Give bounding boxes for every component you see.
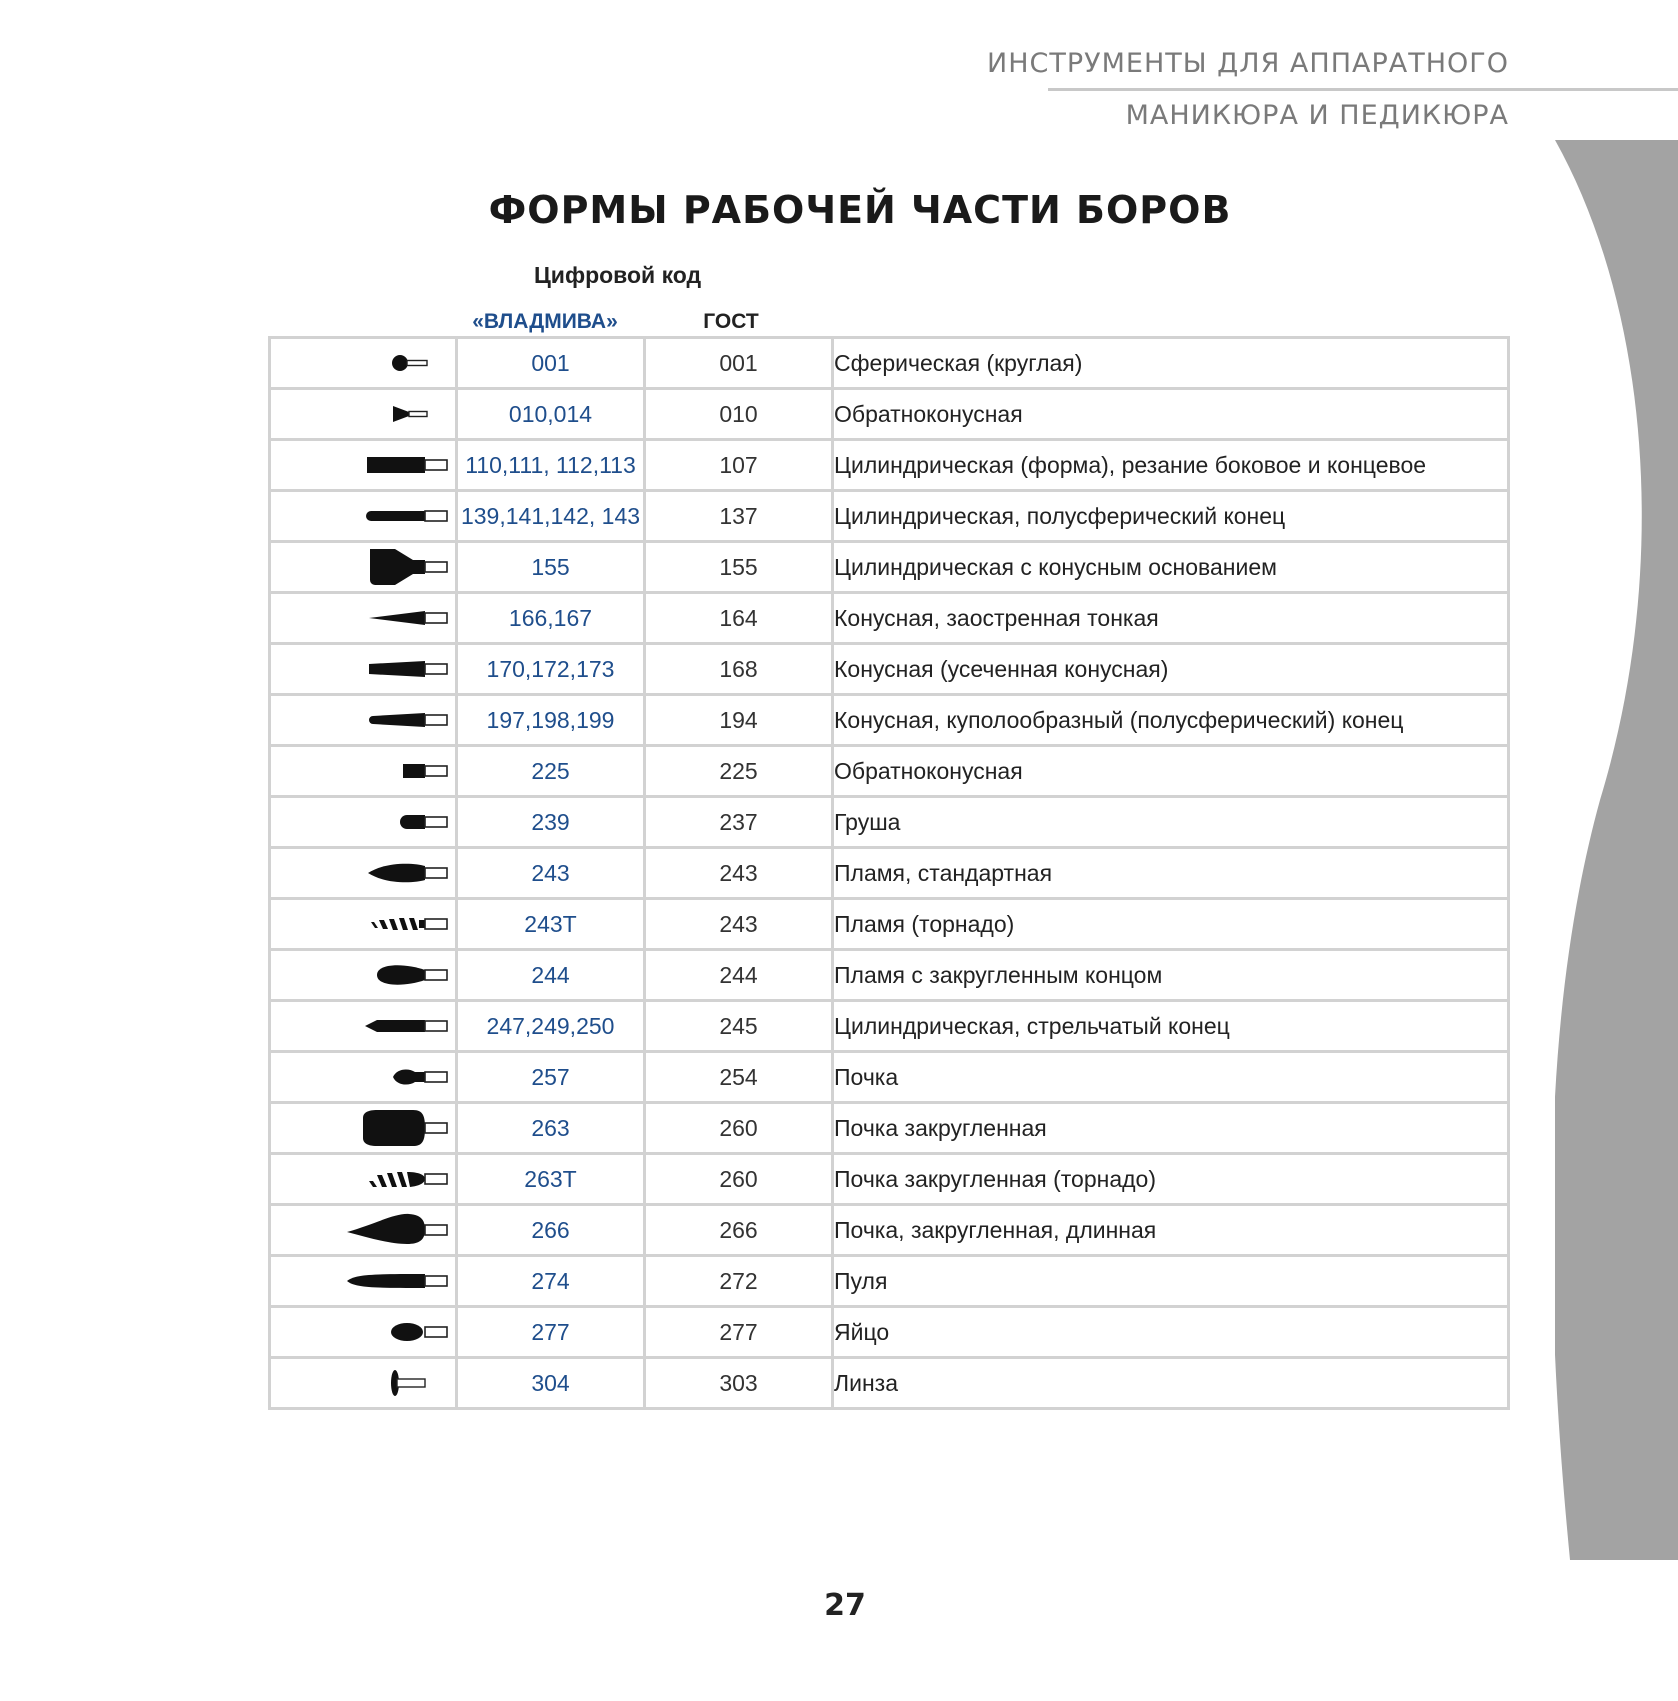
gost-code-cell: 001 — [645, 338, 833, 389]
side-wave-decoration — [1555, 140, 1678, 1560]
table-row — [270, 440, 1509, 491]
vladmiva-code-cell: 263T — [457, 1154, 645, 1205]
vladmiva-code-cell: 257 — [457, 1052, 645, 1103]
bullet-bur-icon — [335, 1261, 455, 1301]
shape-cell — [270, 1256, 457, 1307]
shape-description-cell: Пламя, стандартная — [833, 848, 1509, 899]
gost-code-cell: 237 — [645, 797, 833, 848]
shape-cell — [270, 1205, 457, 1256]
vladmiva-code-cell: 139,141,142, 143 — [457, 491, 645, 542]
shape-cell — [270, 695, 457, 746]
vladmiva-code-cell: 266 — [457, 1205, 645, 1256]
shape-description-cell: Почка, закругленная, длинная — [833, 1205, 1509, 1256]
cylinder-round-end-bur-icon — [335, 496, 455, 536]
gost-code-cell: 194 — [645, 695, 833, 746]
shape-description-cell: Почка закругленная (торнадо) — [833, 1154, 1509, 1205]
shape-cell — [270, 899, 457, 950]
shape-cell — [270, 1001, 457, 1052]
column-header-gost: ГОСТ — [703, 310, 759, 333]
gost-code-cell: 168 — [645, 644, 833, 695]
truncated-cone-bur-icon — [335, 649, 455, 689]
gost-code-cell: 244 — [645, 950, 833, 1001]
vladmiva-code-cell: 277 — [457, 1307, 645, 1358]
shape-cell — [270, 797, 457, 848]
shape-cell — [270, 848, 457, 899]
header-section-title: ИНСТРУМЕНТЫ ДЛЯ АППАРАТНОГО — [987, 48, 1509, 79]
vladmiva-code-cell: 239 — [457, 797, 645, 848]
vladmiva-code-cell: 110,111, 112,113 — [457, 440, 645, 491]
shape-cell — [270, 491, 457, 542]
shape-cell — [270, 1358, 457, 1409]
shape-cell — [270, 1052, 457, 1103]
gost-code-cell: 137 — [645, 491, 833, 542]
lens-bur-icon — [335, 1363, 455, 1403]
gost-code-cell: 225 — [645, 746, 833, 797]
egg-bur-icon — [335, 1312, 455, 1352]
table-row — [270, 644, 1509, 695]
flame-round-bur-icon — [335, 955, 455, 995]
shape-description-cell: Пламя с закругленным концом — [833, 950, 1509, 1001]
table-row — [270, 1103, 1509, 1154]
vladmiva-code-cell: 010,014 — [457, 389, 645, 440]
shape-description-cell: Пуля — [833, 1256, 1509, 1307]
flame-tornado-bur-icon — [335, 904, 455, 944]
gost-code-cell: 243 — [645, 848, 833, 899]
cylinder-pointed-bur-icon — [335, 1006, 455, 1046]
table-row — [270, 848, 1509, 899]
shape-description-cell: Конусная, куполообразный (полусферический) конец — [833, 695, 1509, 746]
shape-description-cell: Цилиндрическая с конусным основанием — [833, 542, 1509, 593]
shape-description-cell: Почка закругленная — [833, 1103, 1509, 1154]
table-row — [270, 1154, 1509, 1205]
vladmiva-code-cell: 244 — [457, 950, 645, 1001]
bud-round-bur-icon — [335, 1108, 455, 1148]
pear-bur-icon — [335, 802, 455, 842]
shape-description-cell: Цилиндрическая, полусферический конец — [833, 491, 1509, 542]
column-header-vladmiva: «ВЛАДМИВА» — [472, 310, 618, 333]
table-row — [270, 950, 1509, 1001]
shape-description-cell: Груша — [833, 797, 1509, 848]
shape-description-cell: Яйцо — [833, 1307, 1509, 1358]
shape-cell — [270, 389, 457, 440]
shape-cell — [270, 593, 457, 644]
cone-base-cylinder-bur-icon — [335, 547, 455, 587]
header-section-subtitle: МАНИКЮРА И ПЕДИКЮРА — [1125, 100, 1509, 131]
shape-description-cell: Обратноконусная — [833, 746, 1509, 797]
shape-description-cell: Линза — [833, 1358, 1509, 1409]
shape-description-cell: Почка — [833, 1052, 1509, 1103]
bud-long-bur-icon — [335, 1210, 455, 1250]
vladmiva-code-cell: 263 — [457, 1103, 645, 1154]
shape-cell — [270, 950, 457, 1001]
shape-description-cell: Конусная, заостренная тонкая — [833, 593, 1509, 644]
shape-description-cell: Сферическая (круглая) — [833, 338, 1509, 389]
table-row — [270, 1052, 1509, 1103]
gost-code-cell: 107 — [645, 440, 833, 491]
shape-cell — [270, 1154, 457, 1205]
table-row — [270, 1001, 1509, 1052]
table-row — [270, 593, 1509, 644]
dome-cone-bur-icon — [335, 700, 455, 740]
bud-bur-icon — [335, 1057, 455, 1097]
table-row — [270, 899, 1509, 950]
table-row — [270, 1256, 1509, 1307]
gost-code-cell: 266 — [645, 1205, 833, 1256]
table-row — [270, 1307, 1509, 1358]
vladmiva-code-cell: 170,172,173 — [457, 644, 645, 695]
vladmiva-code-cell: 225 — [457, 746, 645, 797]
shape-cell — [270, 440, 457, 491]
gost-code-cell: 260 — [645, 1103, 833, 1154]
gost-code-cell: 010 — [645, 389, 833, 440]
table-row — [270, 1205, 1509, 1256]
gost-code-cell: 277 — [645, 1307, 833, 1358]
gost-code-cell: 272 — [645, 1256, 833, 1307]
vladmiva-code-cell: 166,167 — [457, 593, 645, 644]
vladmiva-code-cell: 274 — [457, 1256, 645, 1307]
cylinder-bur-icon — [335, 445, 455, 485]
gost-code-cell: 164 — [645, 593, 833, 644]
vladmiva-code-cell: 247,249,250 — [457, 1001, 645, 1052]
shape-description-cell: Цилиндрическая, стрельчатый конец — [833, 1001, 1509, 1052]
table-row — [270, 695, 1509, 746]
gost-code-cell: 303 — [645, 1358, 833, 1409]
flame-bur-icon — [335, 853, 455, 893]
vladmiva-code-cell: 155 — [457, 542, 645, 593]
pointed-cone-bur-icon — [335, 598, 455, 638]
vladmiva-code-cell: 243T — [457, 899, 645, 950]
gost-code-cell: 245 — [645, 1001, 833, 1052]
gost-code-cell: 254 — [645, 1052, 833, 1103]
table-row — [270, 1358, 1509, 1409]
round-bur-icon — [335, 343, 455, 383]
vladmiva-code-cell: 304 — [457, 1358, 645, 1409]
vladmiva-code-cell: 243 — [457, 848, 645, 899]
inverted-cone-bur-icon — [335, 394, 455, 434]
table-row — [270, 542, 1509, 593]
bud-tornado-bur-icon — [335, 1159, 455, 1199]
table-row — [270, 746, 1509, 797]
table-row — [270, 491, 1509, 542]
shape-cell — [270, 542, 457, 593]
inverted-cone-short-bur-icon — [335, 751, 455, 791]
table-row — [270, 797, 1509, 848]
shape-cell — [270, 746, 457, 797]
shape-cell — [270, 1103, 457, 1154]
shape-description-cell: Пламя (торнадо) — [833, 899, 1509, 950]
gost-code-cell: 243 — [645, 899, 833, 950]
page-number: 27 — [824, 1588, 866, 1623]
vladmiva-code-cell: 197,198,199 — [457, 695, 645, 746]
header-divider — [1048, 88, 1678, 91]
table-row — [270, 338, 1509, 389]
shape-cell — [270, 644, 457, 695]
gost-code-cell: 260 — [645, 1154, 833, 1205]
shape-cell — [270, 338, 457, 389]
shape-description-cell: Цилиндрическая (форма), резание боковое и концевое — [833, 440, 1509, 491]
shape-cell — [270, 1307, 457, 1358]
table-row — [270, 389, 1509, 440]
bur-shapes-table — [268, 336, 1510, 1410]
page-title: ФОРМЫ РАБОЧЕЙ ЧАСТИ БОРОВ — [488, 188, 1232, 232]
gost-code-cell: 155 — [645, 542, 833, 593]
digital-code-label: Цифровой код — [534, 262, 702, 288]
vladmiva-code-cell: 001 — [457, 338, 645, 389]
shape-description-cell: Обратноконусная — [833, 389, 1509, 440]
shape-description-cell: Конусная (усеченная конусная) — [833, 644, 1509, 695]
